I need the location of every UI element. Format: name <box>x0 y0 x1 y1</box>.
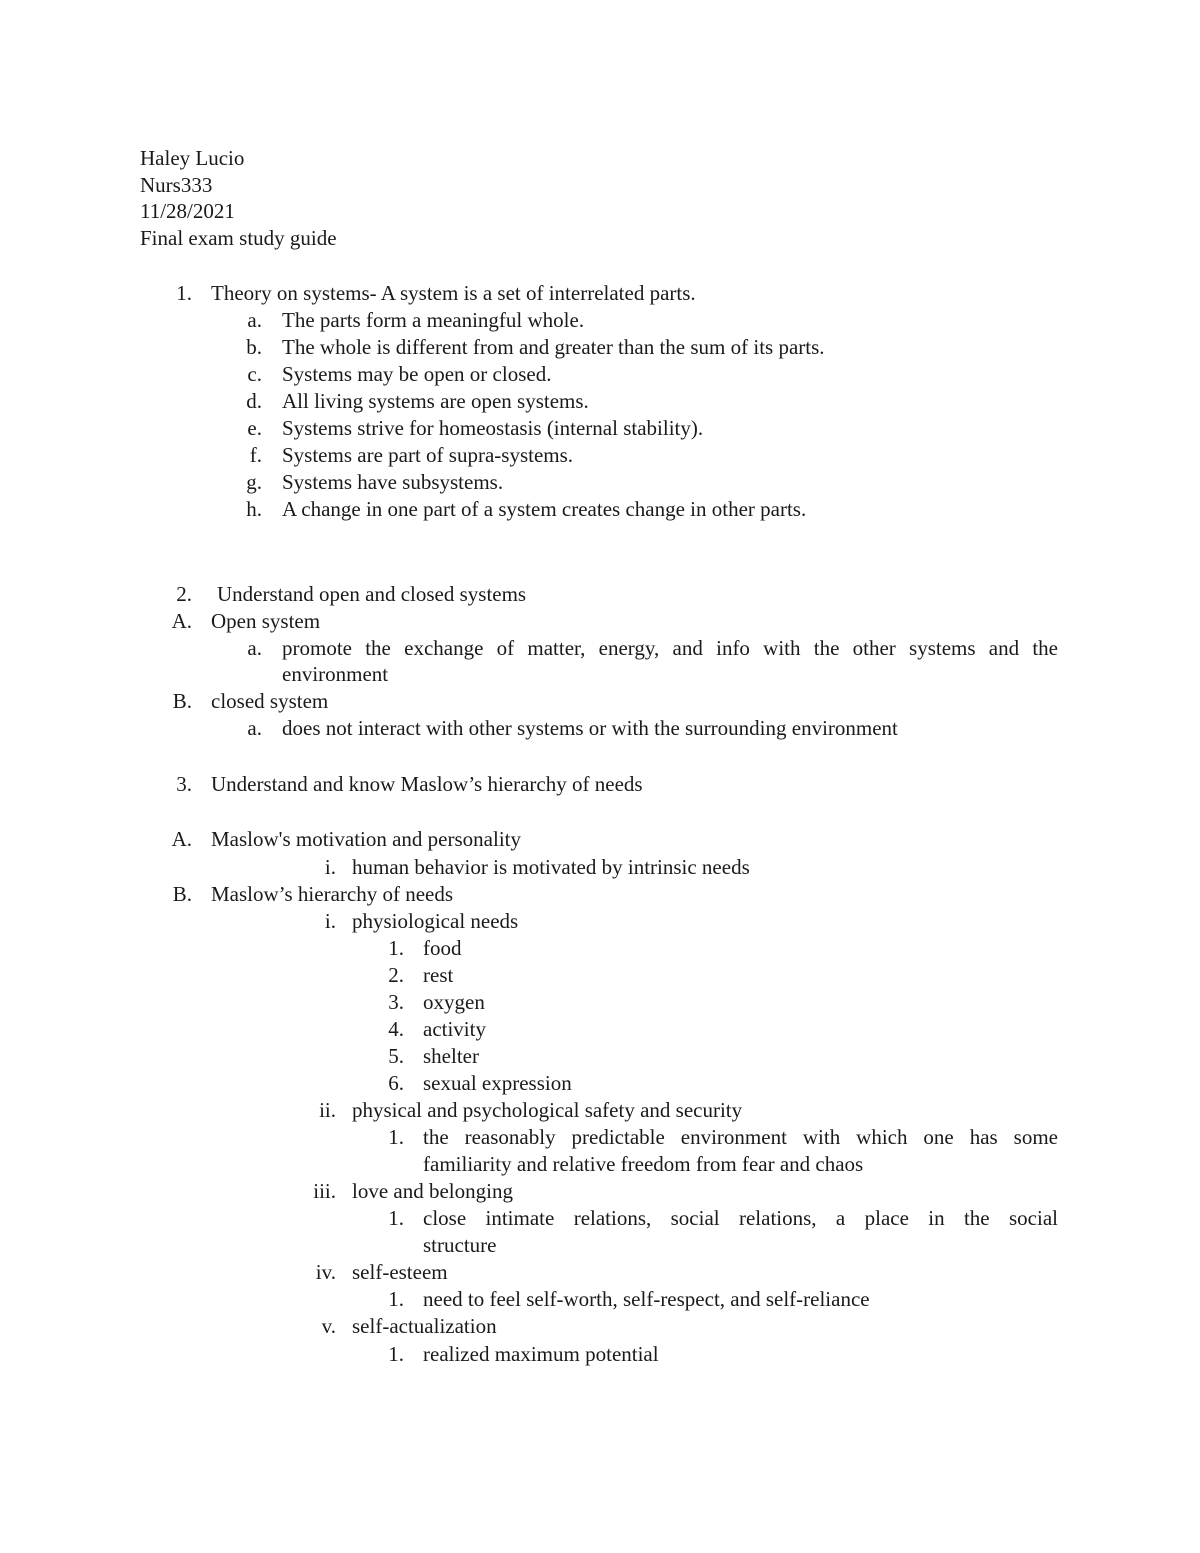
section-3-text: Understand and know Maslow’s hierarchy of needs <box>211 772 643 796</box>
list-number: 3. <box>176 772 192 796</box>
author-name: Haley Lucio <box>140 146 245 170</box>
list-number: 2. <box>176 582 192 606</box>
section-1-text: Theory on systems- A system is a set of interrelated parts. <box>211 281 696 305</box>
course-code: Nurs333 <box>140 173 213 197</box>
document-page: Haley Lucio Nurs333 11/28/2021 Final exam study guide 1. Theory on systems- A system is a set of interrelated parts. a. The parts form a meaningful whole. b. The whole is different from and greater than the sum of its parts. c. Systems may be open or closed. d. All living systems are open systems. e. Systems strive for homeostasis (internal stability). f. Systems are part of supra-systems. g. Systems have subsystems. h. A change in one part of a system creates change in other parts. 2. Understand open and closed systems A. Open system a. promote the exchange of matter, energy, and info with the other systems and the environment B. closed system a. does not interact with other systems or with the surrounding environment 3. Understand and know Maslow’s hierarchy of needs A. Maslow's motivation and personality i. human behavior is motivated by intrinsic needs B. Maslow’s hierarchy of needs i. physiological needs 1. food 2. rest 3. oxygen 4. activity 5. shelter 6. sexual expression ii. physical and psychological safety and security 1. the reasonably predictable environment with which one has some familiarity and relative freedom from fear and chaos iii. love and belonging 1. close intimate relations, social relations, a place in the social structure iv. self-esteem 1. need to feel self-worth, self-respect, and self-reliance v. self-actualization 1. realized maximum potential <box>0 0 1200 1553</box>
list-number: 1. <box>176 281 192 305</box>
document-title: Final exam study guide <box>140 226 337 250</box>
section-2-text: Understand open and closed systems <box>217 582 527 606</box>
list-item-continuation: environment <box>282 662 389 686</box>
list-item-continuation: structure <box>423 1233 497 1257</box>
document-date: 11/28/2021 <box>140 199 235 223</box>
list-item-continuation: familiarity and relative freedom from fear and chaos <box>423 1152 864 1176</box>
